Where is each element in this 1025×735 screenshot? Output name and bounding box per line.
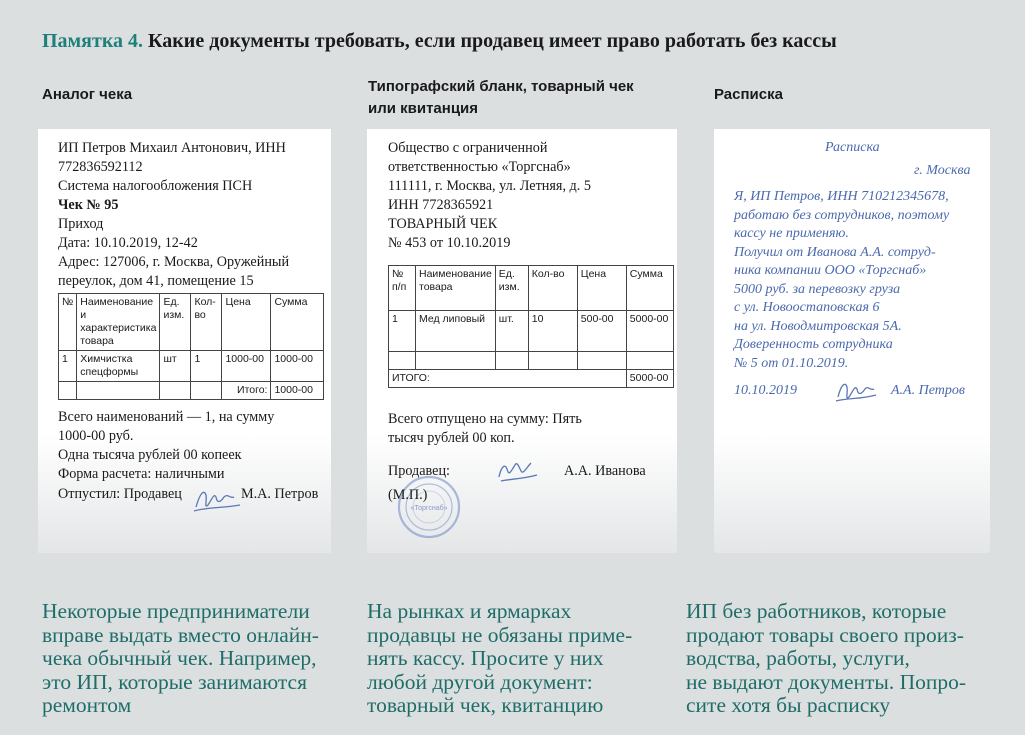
table-cell: Наименование товара bbox=[416, 266, 496, 311]
note-line: кассу не применяю. bbox=[734, 226, 849, 241]
table-cell: 500-00 bbox=[577, 311, 626, 352]
table-cell bbox=[495, 352, 528, 370]
receipt-line: 772836592112 bbox=[58, 159, 143, 175]
caption-line: ремонтом bbox=[42, 693, 132, 717]
table-cell bbox=[160, 382, 191, 400]
note-signer: А.А. Петров bbox=[891, 383, 965, 398]
column-heading-blank-line2: или квитанция bbox=[368, 100, 479, 117]
receipt-line: Приход bbox=[58, 216, 104, 232]
stamp-text: «Торгснаб» bbox=[410, 505, 448, 512]
note-line: на ул. Новодмитровская 5А. bbox=[734, 318, 902, 334]
blank-seller-name: А.А. Иванова bbox=[564, 463, 646, 479]
table-total-value: 5000-00 bbox=[626, 370, 673, 388]
caption-line: товарный чек, квитанцию bbox=[367, 693, 604, 717]
caption-receipt bbox=[42, 600, 319, 718]
caption-line: продают товары своего произ- bbox=[686, 622, 964, 647]
table-total-row bbox=[389, 370, 674, 388]
table-cell bbox=[59, 382, 77, 400]
note-heading: Расписка bbox=[825, 140, 880, 155]
note-line: 5000 руб. за перевозку груза bbox=[734, 281, 901, 297]
blank-line: № 453 от 10.10.2019 bbox=[388, 235, 511, 251]
note-line: Доверенность сотрудника bbox=[734, 337, 893, 352]
signature-icon bbox=[190, 481, 246, 519]
blank-summary-line: Всего отпущено на сумму: Пять bbox=[388, 411, 582, 427]
table-cell: Цена bbox=[577, 266, 626, 311]
table-cell: Химчистка спецформы bbox=[77, 351, 160, 382]
receipt-line: Адрес: 127006, г. Москва, Оружейный bbox=[58, 254, 290, 270]
signature-icon bbox=[493, 453, 545, 489]
blank-line: ответственностью «Торгснаб» bbox=[388, 159, 571, 175]
caption-line: это ИП, которые занимаются bbox=[42, 669, 307, 694]
table-cell: шт. bbox=[495, 311, 528, 352]
table-cell: 1 bbox=[59, 351, 77, 382]
note-city: г. Москва bbox=[914, 163, 971, 178]
caption-line: не выдают документы. Попро- bbox=[686, 669, 967, 694]
table-cell: Ед. изм. bbox=[160, 294, 191, 351]
table-cell: Цена bbox=[222, 294, 271, 351]
blank-line: ТОВАРНЫЙ ЧЕК bbox=[388, 216, 498, 232]
stamp-icon bbox=[396, 474, 462, 540]
note-sheet bbox=[714, 129, 990, 553]
table-cell bbox=[77, 382, 160, 400]
receipt-number: Чек № 95 bbox=[58, 197, 119, 213]
blank-sheet bbox=[367, 129, 677, 553]
table-cell: 1 bbox=[389, 311, 416, 352]
note-line: Я, ИП Петров, ИНН 710212345678, bbox=[734, 189, 949, 204]
column-heading-blank bbox=[368, 76, 634, 120]
table-cell: Кол-во bbox=[528, 266, 577, 311]
caption-line: чека обычный чек. Например, bbox=[42, 646, 317, 670]
table-cell: Ед. изм. bbox=[495, 266, 528, 311]
blank-summary-line: тысяч рублей 00 коп. bbox=[388, 430, 515, 446]
caption-line: водства, работы, услуги, bbox=[686, 646, 910, 670]
signature-icon bbox=[832, 373, 880, 409]
caption-line: На рынках и ярмарках bbox=[367, 599, 572, 623]
note-line: Получил от Иванова А.А. сотруд- bbox=[734, 244, 936, 260]
caption-line: вправе выдать вместо онлайн- bbox=[42, 622, 319, 647]
caption-line: Некоторые предприниматели bbox=[42, 599, 310, 623]
receipt-line: ИП Петров Михаил Антонович, ИНН bbox=[58, 140, 286, 156]
receipt-summary bbox=[58, 408, 274, 484]
blank-seller-label: Продавец: bbox=[388, 463, 450, 479]
table-total-label: Итого: bbox=[222, 382, 271, 400]
table-total-label: ИТОГО: bbox=[389, 370, 627, 388]
table-cell bbox=[191, 382, 222, 400]
table-cell bbox=[389, 352, 416, 370]
table-cell bbox=[528, 352, 577, 370]
note-body bbox=[734, 188, 949, 373]
blank-line: ИНН 7728365921 bbox=[388, 197, 494, 213]
receipt-signer: М.А. Петров bbox=[241, 486, 319, 502]
table-cell: 1000-00 bbox=[271, 351, 324, 382]
caption-line: сите хотя бы расписку bbox=[686, 693, 891, 717]
caption-line: любой другой документ: bbox=[367, 669, 593, 694]
caption-line: продавцы не обязаны приме- bbox=[367, 622, 633, 647]
table-cell: Наименование и характеристика товара bbox=[77, 294, 160, 351]
table-cell: Сумма bbox=[271, 294, 324, 351]
table-empty-row bbox=[389, 352, 674, 370]
title-text: Какие документы требовать, если продавец имеет право работать без кассы bbox=[143, 30, 837, 52]
receipt-issued-by: Отпустил: Продавец bbox=[58, 486, 182, 502]
receipt-header bbox=[58, 139, 289, 291]
table-header-row bbox=[59, 294, 324, 351]
receipt-summary-line: Одна тысяча рублей 00 копеек bbox=[58, 447, 242, 463]
blank-line: Общество с ограниченной bbox=[388, 140, 548, 156]
table-row bbox=[59, 351, 324, 382]
table-row bbox=[389, 311, 674, 352]
caption-blank bbox=[367, 600, 632, 718]
table-cell: 1000-00 bbox=[222, 351, 271, 382]
blank-table bbox=[388, 265, 674, 388]
table-header-row bbox=[389, 266, 674, 311]
table-total-row bbox=[59, 382, 324, 400]
receipt-table bbox=[58, 293, 324, 400]
title-label: Памятка 4. bbox=[42, 30, 144, 52]
caption-note bbox=[686, 600, 966, 718]
blank-mp: (М.П.) bbox=[388, 487, 428, 503]
receipt-line: переулок, дом 41, помещение 15 bbox=[58, 273, 254, 289]
blank-header bbox=[388, 139, 591, 253]
table-cell: 5000-00 bbox=[626, 311, 673, 352]
table-cell: шт bbox=[160, 351, 191, 382]
table-cell: № п/п bbox=[389, 266, 416, 311]
table-cell: 1 bbox=[191, 351, 222, 382]
column-heading-receipt: Аналог чека bbox=[42, 86, 133, 103]
receipt-line: Дата: 10.10.2019, 12-42 bbox=[58, 235, 198, 251]
receipt-line: Система налогообложения ПСН bbox=[58, 178, 253, 194]
column-heading-note: Расписка bbox=[714, 86, 783, 103]
receipt-summary-line: Всего наименований — 1, на сумму bbox=[58, 409, 275, 425]
page-title bbox=[42, 30, 837, 53]
note-line: работаю без сотрудников, поэтому bbox=[734, 207, 950, 223]
column-heading-blank-line1: Типографский бланк, товарный чек bbox=[368, 78, 634, 95]
receipt-summary-line: Форма расчета: наличными bbox=[58, 466, 225, 482]
caption-line: нять кассу. Просите у них bbox=[367, 646, 604, 670]
table-cell: № bbox=[59, 294, 77, 351]
note-line: № 5 от 01.10.2019. bbox=[734, 355, 849, 371]
receipt-sheet bbox=[38, 129, 331, 553]
table-cell: Сумма bbox=[626, 266, 673, 311]
note-date: 10.10.2019 bbox=[734, 383, 797, 398]
table-cell: Мед липовый bbox=[416, 311, 496, 352]
blank-summary bbox=[388, 410, 582, 448]
table-cell: 10 bbox=[528, 311, 577, 352]
note-line: ника компании ООО «Торгснаб» bbox=[734, 263, 927, 278]
table-cell bbox=[577, 352, 626, 370]
table-cell: Кол-во bbox=[191, 294, 222, 351]
table-cell bbox=[416, 352, 496, 370]
receipt-summary-line: 1000-00 руб. bbox=[58, 428, 134, 444]
blank-line: 111111, г. Москва, ул. Летняя, д. 5 bbox=[388, 178, 591, 194]
table-cell bbox=[626, 352, 673, 370]
table-total-value: 1000-00 bbox=[271, 382, 324, 400]
note-line: с ул. Новоостаповская 6 bbox=[734, 300, 880, 315]
caption-line: ИП без работников, которые bbox=[686, 599, 947, 623]
